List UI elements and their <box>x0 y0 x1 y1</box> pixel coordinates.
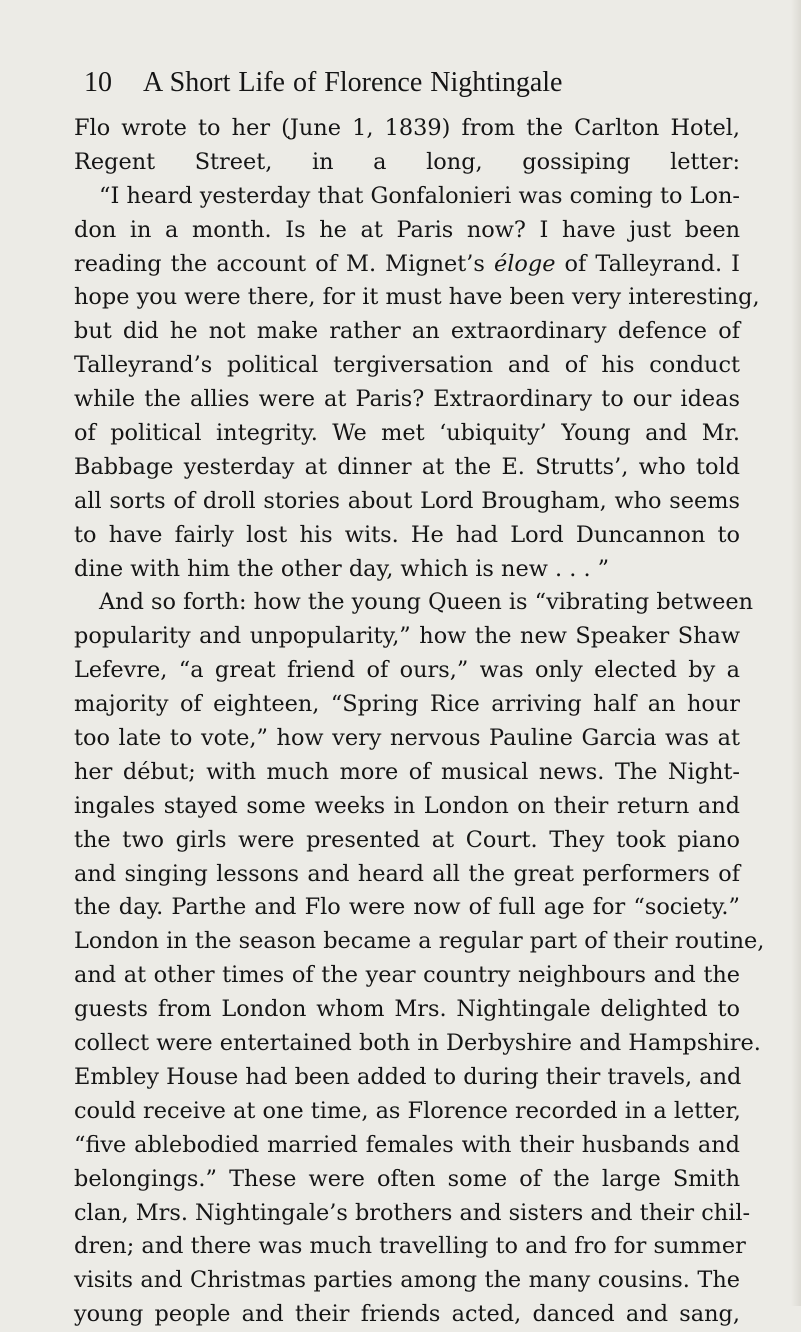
text-line: Flo wrote to her (June 1, 1839) from the Carlton Hotel, <box>74 115 740 141</box>
text-line: Babbage yesterday at dinner at the E. Strutts’, who told <box>74 453 740 480</box>
book-title: A Short Life of Florence Nightingale <box>143 67 563 98</box>
text-line: her début; with much more of musical news. The Night- <box>74 758 740 785</box>
text-line: ingales stayed some weeks in London on their return and <box>74 792 740 819</box>
page-number: 10 <box>84 67 112 98</box>
text-line: guests from London whom Mrs. Nightingale delighted to <box>74 996 740 1023</box>
text-line: hope you were there, for it must have been very interesting, <box>74 284 760 311</box>
text-line: the day. Parthe and Flo were now of full age for “society.” <box>74 894 740 921</box>
text-line: London in the season became a regular part of their routine, <box>74 928 765 955</box>
text-line <box>74 248 740 282</box>
text-line: and at other times of the year country neighbours and the <box>74 962 740 989</box>
text-line: collect were entertained both in Derbyshire and Hampshire. <box>74 1030 761 1057</box>
text-line: dine with him the other day, which is new . . . ” <box>74 555 610 582</box>
text-line: Regent Street, in a long, gossiping letter: <box>74 148 740 175</box>
page-edge-shadow <box>791 0 801 1306</box>
text-line: could receive at one time, as Florence recorded in a letter, <box>74 1097 741 1124</box>
text-line: dren; and there was much travelling to and fro for summer <box>74 1233 746 1260</box>
text-line: Embley House had been added to during their travels, and <box>74 1063 742 1090</box>
text-line: but did he not make rather an extraordinary defence of <box>74 318 740 345</box>
text-line: while the allies were at Paris? Extraordinary to our ideas <box>74 386 740 413</box>
text-line: And so forth: how the young Queen is “vibrating between <box>99 589 753 616</box>
body-text <box>74 112 765 1332</box>
text-line: clan, Mrs. Nightingale’s brothers and sisters and their chil- <box>74 1199 751 1226</box>
text-line: Talleyrand’s political tergiversation and of his conduct <box>74 352 740 379</box>
text-line: and singing lessons and heard all the great performers of <box>74 860 740 887</box>
italic-word: éloge <box>493 250 556 277</box>
text-run: of Talleyrand. I <box>555 250 740 277</box>
text-line: “five ablebodied married females with their husbands and <box>74 1131 740 1158</box>
text-line: of political integrity. We met ‘ubiquity’ Young and Mr. <box>74 420 740 447</box>
text-line: too late to vote,” how very nervous Pauline Garcia was at <box>74 725 740 752</box>
text-line: Lefevre, “a great friend of ours,” was only elected by a <box>74 657 740 684</box>
text-line: visits and Christmas parties among the many cousins. The <box>74 1267 740 1294</box>
text-line: majority of eighteen, “Spring Rice arriving half an hour <box>74 691 740 718</box>
text-line: popularity and unpopularity,” how the new Speaker Shaw <box>74 623 740 650</box>
text-line: the two girls were presented at Court. They took piano <box>74 826 740 853</box>
text-line: “I heard yesterday that Gonfalonieri was coming to Lon- <box>99 182 740 209</box>
text-line: all sorts of droll stories about Lord Brougham, who seems <box>74 487 740 514</box>
text-line: belongings.” These were often some of the large Smith <box>74 1165 740 1192</box>
text-line: young people and their friends acted, danced and sang, <box>74 1301 740 1328</box>
text-run: reading the account of M. Mignet’s <box>74 250 494 277</box>
text-line: to have fairly lost his wits. He had Lord Duncannon to <box>74 521 740 548</box>
text-line: don in a month. Is he at Paris now? I have just been <box>74 216 740 243</box>
running-head <box>84 64 724 102</box>
